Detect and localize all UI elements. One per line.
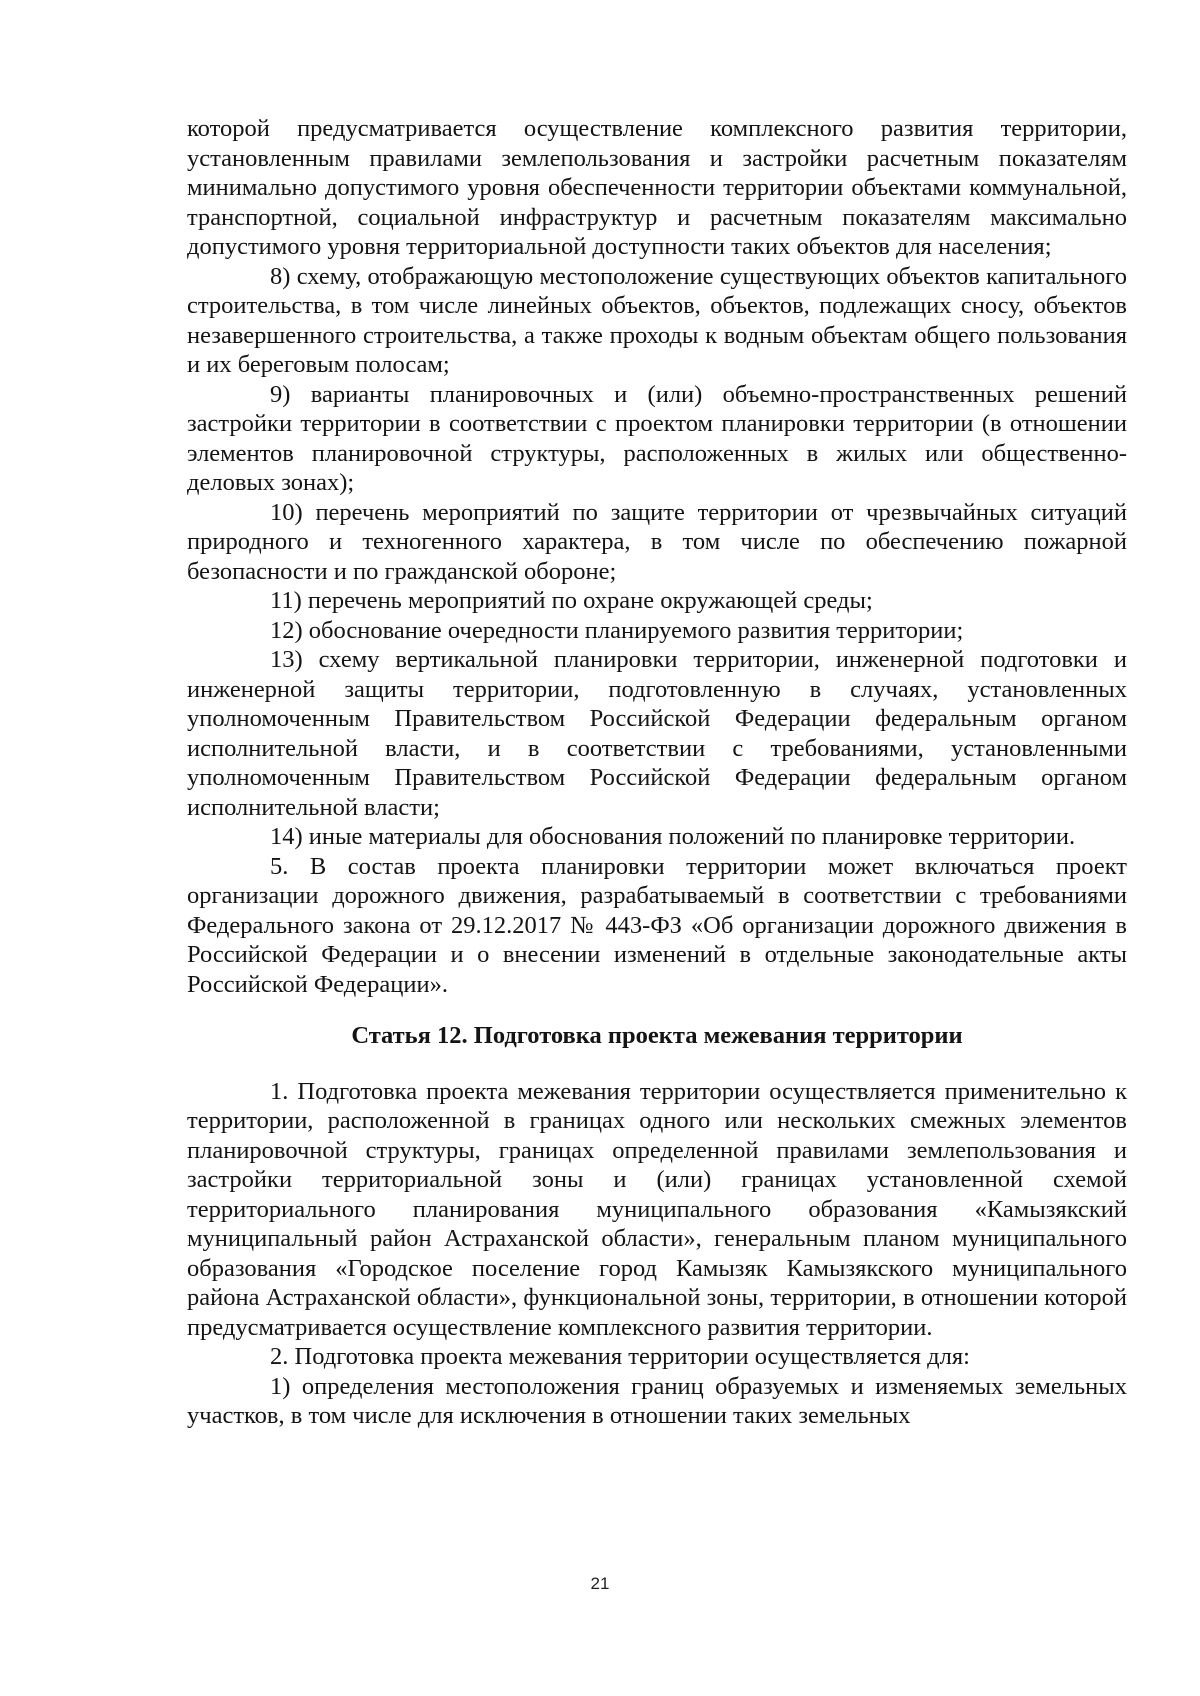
page-body xyxy=(187,114,1127,1431)
paragraph-item-12: 12) обоснование очередности планируемого развития территории; xyxy=(270,616,964,644)
paragraph-item-14: 14) иные материалы для обоснования положений по планировке территории. xyxy=(270,823,1076,850)
paragraph-point-1: 1. Подготовка проекта межевания территории осуществляется применительно к территории, расположенной в границах одного или нескольких смежных элементов планировочной структуры, границах определенной правилами землепользования и застройки территориальной зоны и (или) границах установленной схемой территориального планирования муниципального образования «Камызякский муниципальный район Астраханской области», генеральным планом муниципального образования «Городское поселение город Камызяк Камызякского муниципального района Астраханской области», функциональной зоны, территории, в отношении которой предусматривается осуществление комплексного развития территории. xyxy=(187,1077,1127,1341)
paragraph-subitem-1: 1) определения местоположения границ образуемых и изменяемых земельных участков, в том числе для исключения в отношении таких земельных xyxy=(187,1372,1127,1429)
paragraph-point-2: 2. Подготовка проекта межевания территории осуществляется для: xyxy=(270,1343,970,1370)
paragraph-point-5: 5. В состав проекта планировки территории может включаться проект организации дорожного движения, разрабатываемый в соответствии с требованиями Федерального закона от 29.12.2017 № 443-ФЗ «Об организации дорожного движения в Российской Федерации и о внесении изменений в отдельные законодательные акты Российской Федерации». xyxy=(187,852,1127,998)
paragraph-item-13: 13) схему вертикальной планировки территории, инженерной подготовки и инженерной защиты территории, подготовленную в случаях, установленных уполномоченным Правительством Российской Федерации федеральным органом исполнительной власти, и в соответствии с требованиями, установленными уполномоченным Правительством Российской Федерации федеральным органом исполнительной власти; xyxy=(187,646,1127,821)
paragraph-item-8: 8) схему, отображающую местоположение существующих объектов капитального строительства, в том числе линейных объектов, объектов, подлежащих сносу, объектов незавершенного строительства, а также проходы к водным объектам общего пользования и их береговым полосам; xyxy=(187,262,1127,378)
paragraph-item-9: 9) варианты планировочных и (или) объемно-пространственных решений застройки территории в соответствии с проектом планировки территории (в отношении элементов планировочной структуры, расположенных в жилых или общественно-деловых зонах); xyxy=(187,380,1127,496)
paragraph-item-11: 11) перечень мероприятий по охране окружающей среды; xyxy=(270,587,873,614)
page-number: 21 xyxy=(590,1574,610,1593)
paragraph-continuation: которой предусматривается осуществление комплексного развития территории, установленным правилами землепользования и застройки расчетным показателям минимально допустимого уровня обеспеченности территории объектами коммунальной, транспортной, социальной инфраструктур и расчетным показателям максимально допустимого уровня территориальной доступности таких объектов для населения; xyxy=(187,115,1127,260)
paragraph-item-10: 10) перечень мероприятий по защите территории от чрезвычайных ситуаций природного и техногенного характера, в том числе по обеспечению пожарной безопасности и по гражданской обороне; xyxy=(187,498,1127,585)
article-heading: Статья 12. Подготовка проекта межевания территории xyxy=(351,1022,963,1049)
